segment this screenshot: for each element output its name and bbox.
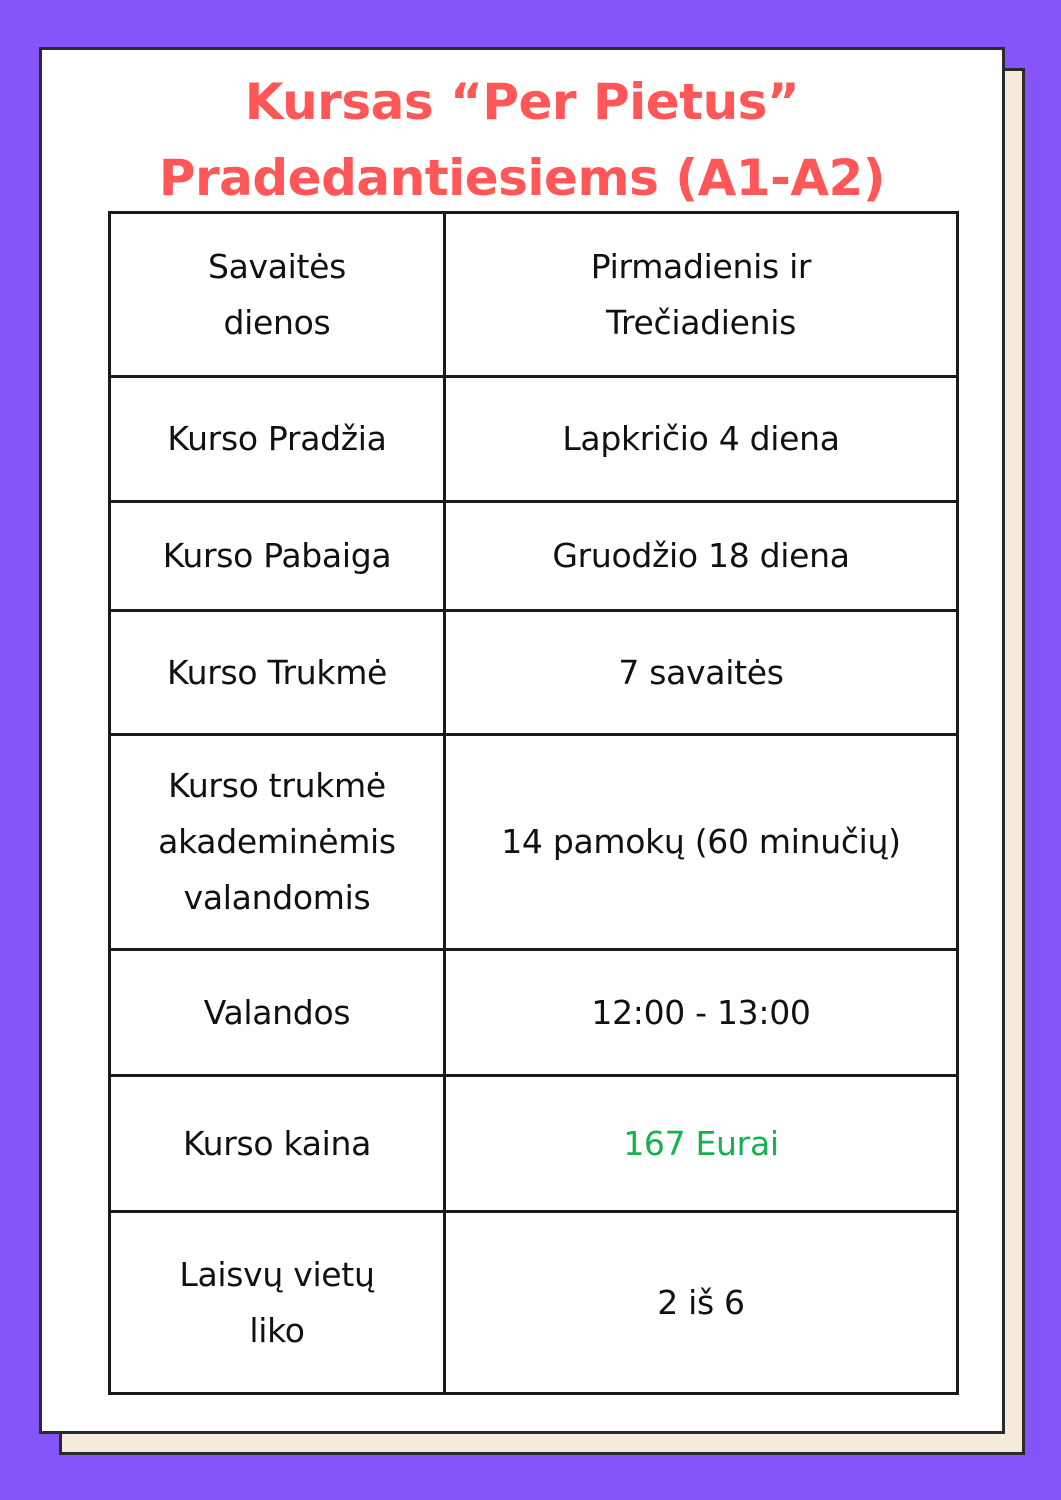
- row-label: [110, 213, 445, 377]
- course-duration-label: Kurso Trukmė: [166, 652, 388, 692]
- row-value: [445, 1212, 958, 1394]
- table-row: [110, 735, 958, 950]
- table-row: [110, 502, 958, 611]
- course-end-label: Kurso Pabaiga: [162, 536, 392, 575]
- table-row: [110, 377, 958, 502]
- course-title-line-2: Pradedantiesiems (A1-A2): [158, 149, 886, 207]
- row-label: [110, 611, 445, 735]
- row-value: [445, 1076, 958, 1212]
- row-label: [110, 950, 445, 1076]
- row-label: [110, 1212, 445, 1394]
- free-seats-label: Laisvų vietų liko: [179, 1254, 375, 1350]
- course-sheet: [39, 47, 1005, 1434]
- table-row: [110, 1212, 958, 1394]
- table-row: [110, 1076, 958, 1212]
- hours-label: Valandos: [203, 992, 351, 1032]
- course-start-value: Lapkričio 4 diena: [562, 419, 840, 458]
- row-value: [445, 213, 958, 377]
- free-seats-value: 2 iš 6: [657, 1282, 745, 1322]
- course-start-label: Kurso Pradžia: [167, 419, 387, 458]
- week-days-label: Savaitės dienos: [207, 246, 347, 342]
- course-price-value: 167 Eurai: [623, 1123, 779, 1163]
- course-duration-value: 7 savaitės: [618, 652, 784, 692]
- course-end-value: Gruodžio 18 diena: [552, 536, 850, 575]
- course-title-line-1: Kursas “Per Pietus”: [244, 73, 800, 131]
- row-label: [110, 1076, 445, 1212]
- table-row: [110, 213, 958, 377]
- academic-hours-value: 14 pamokų (60 minučių): [501, 822, 901, 861]
- academic-hours-label: Kurso trukmė akademinėmis valandomis: [158, 766, 396, 917]
- row-value: [445, 950, 958, 1076]
- hours-value: 12:00 - 13:00: [591, 992, 811, 1032]
- row-value: [445, 611, 958, 735]
- course-price-label: Kurso kaina: [182, 1123, 372, 1163]
- row-label: [110, 502, 445, 611]
- course-info-table: [108, 211, 959, 1395]
- row-value: [445, 377, 958, 502]
- row-value: [445, 502, 958, 611]
- row-value: [445, 735, 958, 950]
- row-label: [110, 377, 445, 502]
- week-days-value: Pirmadienis ir Trečiadienis: [590, 246, 812, 342]
- table-row: [110, 950, 958, 1076]
- table-row: [110, 611, 958, 735]
- row-label: [110, 735, 445, 950]
- course-title: [42, 64, 1002, 216]
